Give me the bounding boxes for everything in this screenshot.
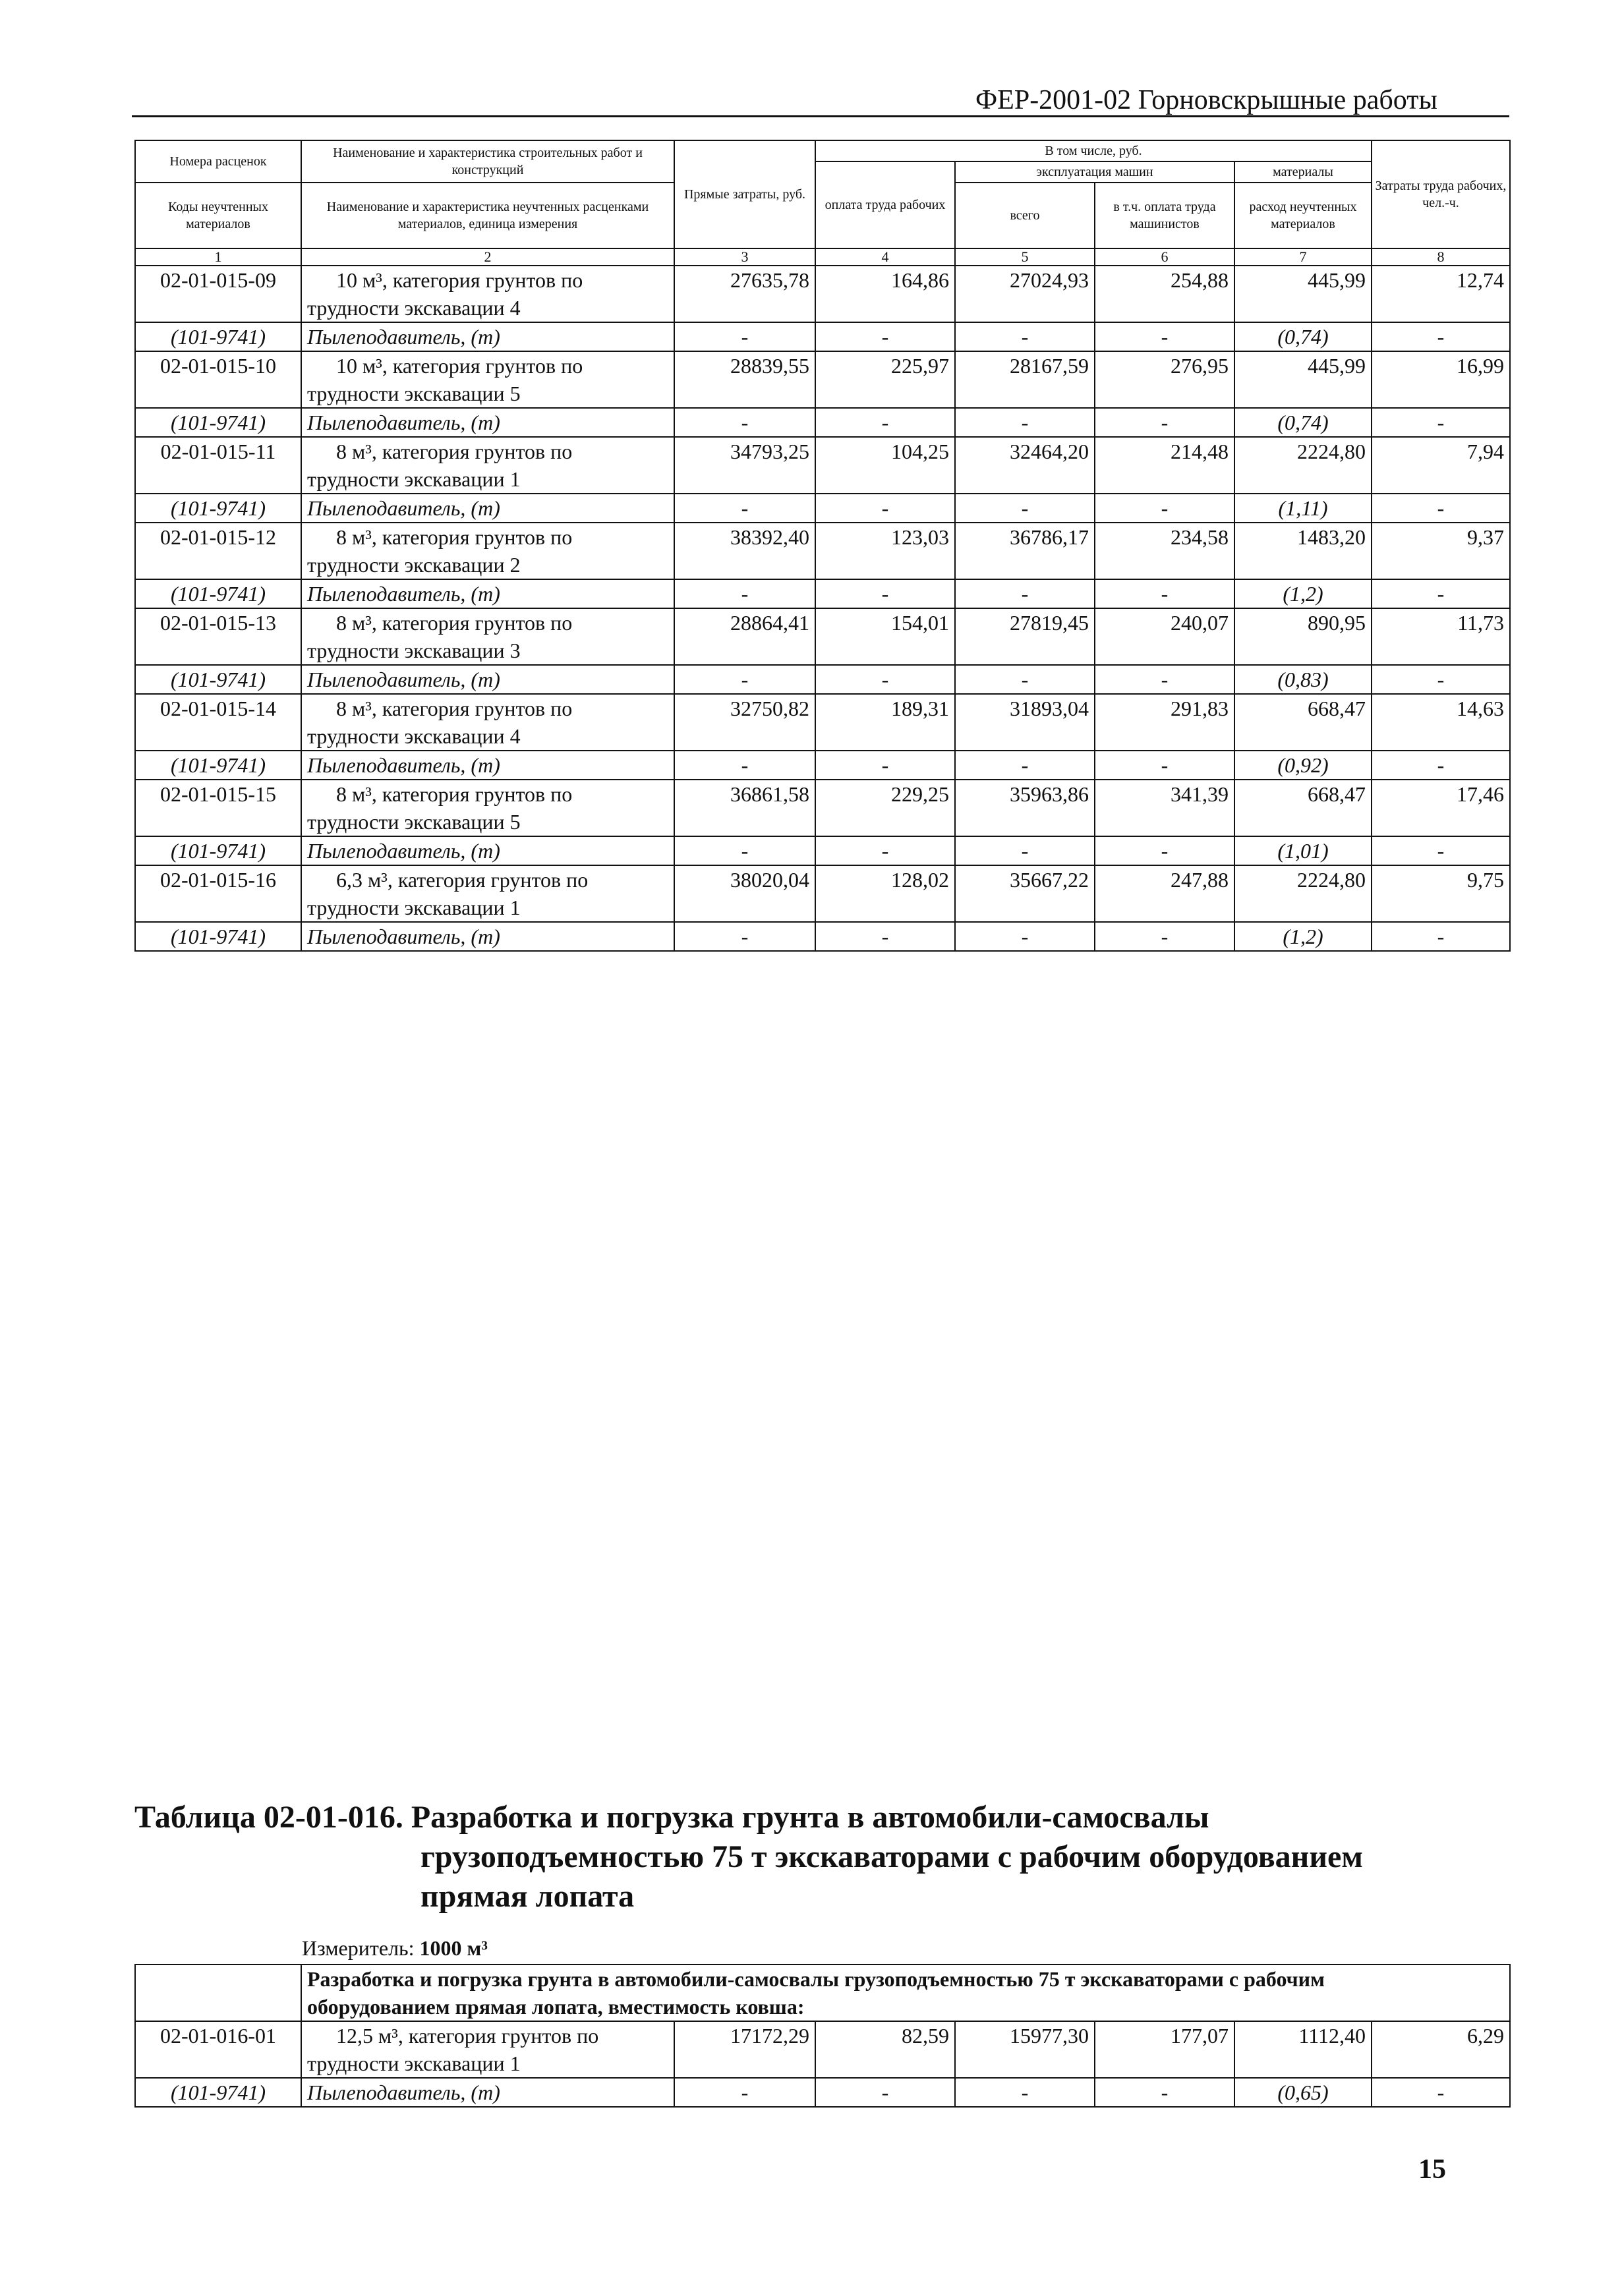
dash-cell: -	[1095, 836, 1234, 865]
materials-cost: 1483,20	[1234, 523, 1372, 579]
dash-cell: -	[815, 322, 955, 351]
labor-hours: 9,37	[1372, 523, 1510, 579]
dash-cell: -	[815, 2078, 955, 2107]
material-code: (101-9741)	[135, 751, 301, 780]
dash-cell: -	[674, 2078, 815, 2107]
dash-cell: -	[955, 922, 1095, 951]
dash-cell: -	[1095, 2078, 1234, 2107]
rate-description-line1: 10 м³, категория грунтов по	[336, 354, 583, 378]
worker-pay: 164,86	[815, 266, 955, 322]
table-016-body	[135, 2021, 1510, 2107]
labor-hours: 16,99	[1372, 351, 1510, 408]
rate-description-line2: трудности экскавации 4	[307, 724, 521, 748]
dash-cell: -	[1372, 322, 1510, 351]
dash-cell: -	[674, 408, 815, 437]
dash-cell: -	[1095, 494, 1234, 523]
worker-pay: 229,25	[815, 780, 955, 836]
materials-cost: 2224,80	[1234, 437, 1372, 494]
rate-row	[135, 608, 1510, 665]
rate-description-line1: 8 м³, категория грунтов по	[336, 697, 573, 720]
rate-description-line1: 8 м³, категория грунтов по	[336, 525, 573, 549]
rate-description-line2: трудности экскавации 5	[307, 810, 521, 834]
rate-code: 02-01-015-11	[135, 437, 301, 494]
worker-pay: 128,02	[815, 865, 955, 922]
material-name: Пылеподавитель, (т)	[301, 665, 674, 694]
page-number: 15	[1418, 2154, 1446, 2185]
dash-cell: -	[1372, 665, 1510, 694]
rate-row	[135, 2021, 1510, 2078]
material-quantity: (1,2)	[1234, 579, 1372, 608]
material-row	[135, 2078, 1510, 2107]
header-rule	[132, 115, 1509, 117]
material-quantity: (0,65)	[1234, 2078, 1372, 2107]
rate-description-line2: трудности экскавации 1	[307, 2052, 521, 2075]
col-header-material-codes: Коды неучтенных материалов	[135, 183, 301, 248]
operator-pay: 240,07	[1095, 608, 1234, 665]
material-name: Пылеподавитель, (т)	[301, 2078, 674, 2107]
rates-table-016	[134, 1964, 1511, 2108]
rate-code: 02-01-015-13	[135, 608, 301, 665]
rate-row	[135, 266, 1510, 322]
rate-description-line1: 12,5 м³, категория грунтов по	[336, 2024, 599, 2048]
rate-description-line2: трудности экскавации 1	[307, 467, 521, 491]
machines-total: 35963,86	[955, 780, 1095, 836]
machines-total: 27819,45	[955, 608, 1095, 665]
machines-total: 27024,93	[955, 266, 1095, 322]
rate-row	[135, 437, 1510, 494]
col-header-worker-pay: оплата труда рабочих	[815, 161, 955, 248]
material-row	[135, 665, 1510, 694]
dash-cell: -	[674, 751, 815, 780]
rate-description	[301, 694, 674, 751]
machines-total: 32464,20	[955, 437, 1095, 494]
operator-pay: 254,88	[1095, 266, 1234, 322]
rate-description	[301, 266, 674, 322]
operator-pay: 234,58	[1095, 523, 1234, 579]
material-name: Пылеподавитель, (т)	[301, 751, 674, 780]
direct-costs: 17172,29	[674, 2021, 815, 2078]
table-016-title-line2: грузоподъемностью 75 т экскаваторами с рабочим оборудованием	[420, 1839, 1363, 1874]
dash-cell: -	[1095, 408, 1234, 437]
col-header-work-name: Наименование и характеристика строительных работ и конструкций	[301, 140, 674, 183]
rate-code: 02-01-015-15	[135, 780, 301, 836]
labor-hours: 6,29	[1372, 2021, 1510, 2078]
dash-cell: -	[815, 494, 955, 523]
dash-cell: -	[1372, 579, 1510, 608]
rate-row	[135, 865, 1510, 922]
rate-row	[135, 523, 1510, 579]
direct-costs: 27635,78	[674, 266, 815, 322]
rate-code: 02-01-015-09	[135, 266, 301, 322]
dash-cell: -	[1372, 922, 1510, 951]
material-name: Пылеподавитель, (т)	[301, 322, 674, 351]
material-row	[135, 751, 1510, 780]
material-quantity: (0,83)	[1234, 665, 1372, 694]
labor-hours: 11,73	[1372, 608, 1510, 665]
material-name: Пылеподавитель, (т)	[301, 579, 674, 608]
meter-label: Измеритель:	[302, 1936, 415, 1960]
rate-code: 02-01-015-12	[135, 523, 301, 579]
rates-table-body	[135, 266, 1510, 951]
dash-cell: -	[674, 579, 815, 608]
materials-cost: 445,99	[1234, 351, 1372, 408]
rate-description-line2: трудности экскавации 5	[307, 382, 521, 405]
dash-cell: -	[1095, 579, 1234, 608]
rate-description-line2: трудности экскавации 4	[307, 296, 521, 320]
col-number: 5	[955, 248, 1095, 266]
material-quantity: (0,74)	[1234, 408, 1372, 437]
col-header-rate-numbers: Номера расценок	[135, 140, 301, 183]
materials-cost: 445,99	[1234, 266, 1372, 322]
dash-cell: -	[1372, 494, 1510, 523]
dash-cell: -	[674, 836, 815, 865]
dash-cell: -	[955, 751, 1095, 780]
rate-description	[301, 608, 674, 665]
section-spacer-cell	[135, 1965, 301, 2021]
material-code: (101-9741)	[135, 2078, 301, 2107]
material-code: (101-9741)	[135, 322, 301, 351]
col-header-labor-hours: Затраты труда рабочих, чел.-ч.	[1372, 140, 1510, 248]
material-name: Пылеподавитель, (т)	[301, 408, 674, 437]
rate-description	[301, 2021, 674, 2078]
col-number: 1	[135, 248, 301, 266]
material-name: Пылеподавитель, (т)	[301, 494, 674, 523]
materials-cost: 890,95	[1234, 608, 1372, 665]
direct-costs: 34793,25	[674, 437, 815, 494]
machines-total: 28167,59	[955, 351, 1095, 408]
table-016-title-line1: Таблица 02-01-016. Разработка и погрузка грунта в автомобили-самосвалы	[134, 1800, 1209, 1835]
dash-cell: -	[674, 494, 815, 523]
col-number: 2	[301, 248, 674, 266]
operator-pay: 276,95	[1095, 351, 1234, 408]
labor-hours: 14,63	[1372, 694, 1510, 751]
dash-cell: -	[1372, 836, 1510, 865]
rate-description	[301, 437, 674, 494]
table-016-meter	[302, 1936, 488, 1961]
worker-pay: 104,25	[815, 437, 955, 494]
col-header-material-name: Наименование и характеристика неучтенных расценками материалов, единица измерения	[301, 183, 674, 248]
material-code: (101-9741)	[135, 579, 301, 608]
col-number: 4	[815, 248, 955, 266]
material-quantity: (0,74)	[1234, 322, 1372, 351]
machines-total: 36786,17	[955, 523, 1095, 579]
material-row	[135, 579, 1510, 608]
rate-description-line1: 8 м³, категория грунтов по	[336, 440, 573, 463]
worker-pay: 189,31	[815, 694, 955, 751]
dash-cell: -	[955, 494, 1095, 523]
col-number: 3	[674, 248, 815, 266]
rate-description-line1: 8 м³, категория грунтов по	[336, 782, 573, 806]
material-name: Пылеподавитель, (т)	[301, 836, 674, 865]
rate-description-line1: 10 м³, категория грунтов по	[336, 268, 583, 292]
material-code: (101-9741)	[135, 922, 301, 951]
direct-costs: 28864,41	[674, 608, 815, 665]
rate-code: 02-01-015-16	[135, 865, 301, 922]
machines-total: 31893,04	[955, 694, 1095, 751]
dash-cell: -	[674, 665, 815, 694]
operator-pay: 247,88	[1095, 865, 1234, 922]
rates-table-015	[134, 140, 1511, 952]
col-number: 8	[1372, 248, 1510, 266]
dash-cell: -	[815, 751, 955, 780]
material-row	[135, 922, 1510, 951]
rate-description-line2: трудности экскавации 2	[307, 553, 521, 577]
col-header-operator-pay: в т.ч. оплата труда машинистов	[1095, 183, 1234, 248]
rate-row	[135, 694, 1510, 751]
dash-cell: -	[955, 665, 1095, 694]
worker-pay: 123,03	[815, 523, 955, 579]
col-header-materials: материалы	[1234, 161, 1372, 183]
direct-costs: 38020,04	[674, 865, 815, 922]
rate-description	[301, 351, 674, 408]
dash-cell: -	[955, 579, 1095, 608]
dash-cell: -	[955, 408, 1095, 437]
section-heading-line2: оборудованием прямая лопата, вместимость ковша:	[307, 1995, 805, 2019]
dash-cell: -	[1095, 322, 1234, 351]
dash-cell: -	[815, 836, 955, 865]
dash-cell: -	[815, 408, 955, 437]
rate-code: 02-01-015-10	[135, 351, 301, 408]
dash-cell: -	[1372, 408, 1510, 437]
direct-costs: 38392,40	[674, 523, 815, 579]
col-header-material-consumption: расход неучтенных материалов	[1234, 183, 1372, 248]
table-016-title-line3: прямая лопата	[420, 1879, 635, 1914]
rate-description-line2: трудности экскавации 1	[307, 896, 521, 919]
materials-cost: 2224,80	[1234, 865, 1372, 922]
dash-cell: -	[674, 322, 815, 351]
table-016-title	[134, 1798, 1509, 1916]
material-row	[135, 408, 1510, 437]
machines-total: 15977,30	[955, 2021, 1095, 2078]
labor-hours: 12,74	[1372, 266, 1510, 322]
rate-description	[301, 523, 674, 579]
material-row	[135, 322, 1510, 351]
rate-description-line1: 8 м³, категория грунтов по	[336, 611, 573, 635]
worker-pay: 154,01	[815, 608, 955, 665]
section-heading-line1: Разработка и погрузка грунта в автомобили-самосвалы грузоподъемностью 75 т экскаваторами с рабочим	[307, 1967, 1325, 1991]
material-name: Пылеподавитель, (т)	[301, 922, 674, 951]
material-code: (101-9741)	[135, 408, 301, 437]
dash-cell: -	[815, 922, 955, 951]
dash-cell: -	[1095, 751, 1234, 780]
operator-pay: 291,83	[1095, 694, 1234, 751]
col-number: 7	[1234, 248, 1372, 266]
materials-cost: 668,47	[1234, 780, 1372, 836]
material-quantity: (0,92)	[1234, 751, 1372, 780]
rate-description-line2: трудности экскавации 3	[307, 639, 521, 662]
table-016-section-heading	[301, 1965, 1510, 2021]
direct-costs: 28839,55	[674, 351, 815, 408]
operator-pay: 341,39	[1095, 780, 1234, 836]
machines-total: 35667,22	[955, 865, 1095, 922]
dash-cell: -	[1095, 922, 1234, 951]
rate-code: 02-01-016-01	[135, 2021, 301, 2078]
rate-description-line1: 6,3 м³, категория грунтов по	[336, 868, 589, 892]
dash-cell: -	[674, 922, 815, 951]
materials-cost: 1112,40	[1234, 2021, 1372, 2078]
dash-cell: -	[815, 665, 955, 694]
material-quantity: (1,2)	[1234, 922, 1372, 951]
material-row	[135, 836, 1510, 865]
meter-value: 1000 м³	[419, 1936, 488, 1960]
dash-cell: -	[955, 836, 1095, 865]
rate-row	[135, 351, 1510, 408]
dash-cell: -	[1372, 2078, 1510, 2107]
worker-pay: 82,59	[815, 2021, 955, 2078]
col-header-machines-total: всего	[955, 183, 1095, 248]
direct-costs: 36861,58	[674, 780, 815, 836]
material-code: (101-9741)	[135, 665, 301, 694]
dash-cell: -	[1095, 665, 1234, 694]
dash-cell: -	[1372, 751, 1510, 780]
dash-cell: -	[815, 579, 955, 608]
material-quantity: (1,11)	[1234, 494, 1372, 523]
col-number: 6	[1095, 248, 1234, 266]
material-quantity: (1,01)	[1234, 836, 1372, 865]
operator-pay: 214,48	[1095, 437, 1234, 494]
worker-pay: 225,97	[815, 351, 955, 408]
materials-cost: 668,47	[1234, 694, 1372, 751]
col-header-including: В том числе, руб.	[815, 140, 1372, 161]
rate-row	[135, 780, 1510, 836]
material-code: (101-9741)	[135, 494, 301, 523]
direct-costs: 32750,82	[674, 694, 815, 751]
dash-cell: -	[955, 2078, 1095, 2107]
dash-cell: -	[955, 322, 1095, 351]
document-header-title: ФЕР-2001-02 Горновскрышные работы	[975, 85, 1437, 115]
material-code: (101-9741)	[135, 836, 301, 865]
labor-hours: 9,75	[1372, 865, 1510, 922]
labor-hours: 7,94	[1372, 437, 1510, 494]
rate-description	[301, 865, 674, 922]
col-header-machines: эксплуатация машин	[955, 161, 1234, 183]
operator-pay: 177,07	[1095, 2021, 1234, 2078]
rate-code: 02-01-015-14	[135, 694, 301, 751]
labor-hours: 17,46	[1372, 780, 1510, 836]
material-row	[135, 494, 1510, 523]
col-header-direct-costs: Прямые затраты, руб.	[674, 140, 815, 248]
rate-description	[301, 780, 674, 836]
